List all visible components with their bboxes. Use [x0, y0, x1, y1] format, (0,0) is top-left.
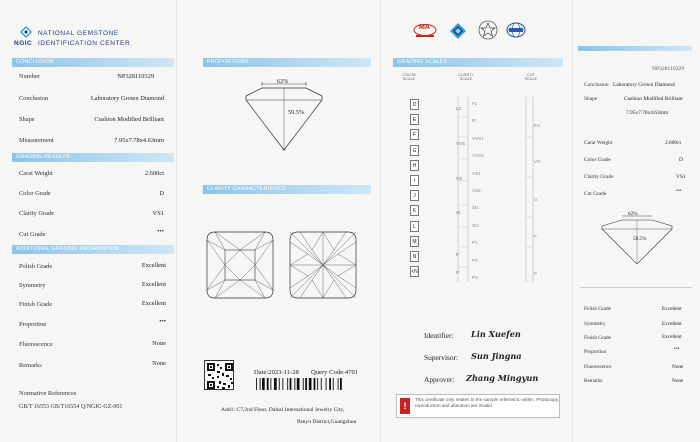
address-line2: Panyu District,Guangzhou — [297, 419, 357, 425]
symmetry-label: Symmetry — [19, 282, 46, 289]
polish-label: Polish Grade — [19, 263, 53, 270]
grading-results-header: GRADING RESULTS — [12, 153, 174, 162]
warning-text: This certificate only relates to the sample referred to within. Photocopy, reproduction and alteration are invalid. — [415, 397, 559, 408]
conclusion-value: Laboratory Grown Diamond — [90, 95, 164, 102]
color-scale-head-text: COLOR SCALE — [402, 73, 416, 81]
color-grade-box: K — [410, 205, 419, 216]
summary-measurement-value: 7.95x7.78x4.63mm — [626, 110, 669, 116]
fold-line — [380, 0, 381, 442]
cut-label: Cut Grade — [19, 231, 46, 238]
accreditation-diamond-icon — [449, 22, 467, 40]
additional-header: ADDITIONAL GRADING INFORMATION — [12, 245, 174, 254]
measurement-value: 7.95x7.78x4.63mm — [114, 137, 164, 144]
clarity-mark: SI1 — [472, 205, 479, 211]
cut-value: ••• — [157, 228, 164, 235]
summary-polish-value: Excellent — [662, 306, 682, 312]
summary-carat-label: Carat Weight — [584, 140, 613, 146]
carat-label: Carat Weight — [19, 170, 53, 177]
cut-mark: G — [534, 197, 538, 202]
proportion-value: ••• — [159, 318, 166, 325]
shape-value: Cushion Modified Brilliant — [94, 116, 164, 123]
color-grade-box: N — [410, 251, 419, 262]
fold-line — [572, 0, 573, 442]
summary-finish-value: Excellent — [662, 334, 682, 340]
remarks-label: Remarks — [19, 362, 42, 369]
crown-view-diagram — [205, 230, 275, 300]
color-label: Color Grade — [19, 190, 51, 197]
summary-remarks-label: Remarks — [584, 378, 603, 384]
barcode-icon — [256, 378, 368, 390]
color-grade-box: L — [410, 221, 419, 232]
color-grade-box: J — [410, 190, 419, 201]
supervisor-label: Supervisor: — [424, 353, 459, 362]
summary-conclusion-label: Conclusion — [584, 82, 609, 88]
brand-logo-text: NGIC — [14, 40, 33, 47]
cut-mark: P — [534, 271, 538, 276]
clarity-group: VS — [456, 176, 463, 181]
summary-color-value: D — [679, 157, 683, 163]
summary-symmetry-label: Symmetry — [584, 321, 606, 327]
clarity-mark: VS1 — [472, 170, 481, 176]
clarity-mark: IF — [472, 118, 477, 124]
clarity-scale-head-text: CLARITY SCALE — [457, 73, 475, 81]
color-grade-box: I — [410, 175, 419, 186]
approver-label: Approver: — [424, 375, 455, 384]
cut-mark: F — [534, 234, 537, 239]
summary-table-pct: 62% — [628, 211, 638, 217]
conclusion-label: Conclusion — [19, 95, 49, 102]
color-grade-box: <N — [410, 266, 419, 277]
clarity-header: CLARITY CHARACTERISTICS — [203, 185, 371, 194]
clarity-value: VS1 — [152, 210, 164, 217]
summary-cut-label: Cut Grade — [584, 191, 607, 197]
summary-clarity-value: VS1 — [676, 174, 686, 180]
fluorescence-value: None — [152, 340, 166, 347]
cma-logo — [413, 24, 437, 38]
summary-number: NP328110329 — [652, 66, 685, 72]
finish-value: Excellent — [141, 300, 166, 307]
measurement-label: Measurement — [19, 137, 54, 144]
report-date: Date:2023-11-28 — [254, 369, 299, 376]
proportion-diagram — [222, 78, 362, 162]
summary-cut-value: ••• — [676, 188, 682, 194]
warning-icon: ! — [400, 398, 410, 414]
clarity-group: VVS — [456, 141, 466, 146]
cut-mark: EX — [534, 123, 541, 128]
finish-label: Finish Grade — [19, 301, 53, 308]
number-label: Number — [19, 73, 40, 80]
qr-code-icon — [205, 361, 235, 391]
color-grade-box: D — [410, 99, 419, 110]
clarity-group: P — [456, 270, 460, 275]
summary-fluorescence-label: Fluorescence — [584, 364, 612, 370]
clarity-group: SI — [456, 210, 461, 215]
proportion-label: Proportion — [19, 321, 47, 328]
clarity-group: LC — [456, 106, 462, 111]
summary-proportion-label: Proportion — [584, 349, 607, 355]
cut-mark: VG — [534, 159, 541, 164]
summary-proportion-value: ••• — [674, 346, 680, 352]
summary-clarity-label: Clarity Grade — [584, 174, 614, 180]
identifier-signature: Lin Xuefen — [471, 329, 521, 339]
clarity-mark: FL — [472, 101, 478, 106]
shape-label: Shape — [19, 116, 35, 123]
color-grade-box: M — [410, 236, 419, 247]
cut-scale-head — [521, 73, 541, 81]
conclusion-header: CONCLUSION — [12, 58, 174, 67]
brand-name-line2: IDENTIFICATION CENTER — [38, 40, 131, 47]
clarity-mark: SI2 — [472, 222, 479, 228]
clarity-mark: P2 — [472, 257, 478, 263]
summary-divider — [580, 287, 692, 288]
identifier-label: Identifier: — [424, 331, 454, 340]
globe-seal-icon — [506, 22, 526, 38]
depth-percentage: 59.5% — [288, 109, 304, 116]
ngic-logo-icon — [20, 26, 32, 38]
scale-lines — [418, 97, 548, 282]
remarks-value: None — [152, 360, 166, 367]
clarity-mark: P1 — [472, 240, 478, 246]
summary-conclusion-value: Laboratory Grown Diamond — [613, 82, 675, 88]
color-grade-box: G — [410, 145, 419, 156]
polish-value: Excellent — [141, 262, 166, 269]
number-value: NP328110329 — [117, 73, 154, 80]
clarity-mark: P3 — [472, 275, 478, 280]
star-seal-icon — [478, 20, 498, 40]
table-percentage: 62% — [277, 78, 289, 85]
cma-logo-text: MA — [419, 24, 430, 31]
summary-symmetry-value: Excellent — [662, 321, 682, 327]
qr-code[interactable] — [204, 360, 234, 390]
summary-fluorescence-value: None — [672, 364, 684, 370]
summary-remarks-value: None — [672, 378, 684, 384]
grading-scales-header: GRADING SCALES — [393, 58, 563, 67]
summary-shape-value: Cushion Modified Brilliant — [624, 96, 683, 102]
approver-signature: Zhang Mingyun — [466, 373, 539, 383]
color-grade-box: F — [410, 129, 419, 140]
brand-name-line1: NATIONAL GEMSTONE — [38, 30, 119, 37]
clarity-mark: VVS2 — [472, 153, 484, 159]
warning-box — [396, 394, 560, 418]
summary-depth-pct: 59.5% — [633, 236, 647, 242]
carat-value: 2.600ct — [145, 170, 164, 177]
summary-color-label: Color Grade — [584, 157, 611, 163]
color-value: D — [159, 190, 164, 197]
color-grade-box: H — [410, 160, 419, 171]
clarity-label: Clarity Grade — [19, 210, 54, 217]
summary-top-bar — [578, 46, 692, 51]
symmetry-value: Excellent — [141, 281, 166, 288]
fluorescence-label: Fluorescence — [19, 341, 53, 348]
summary-shape-label: Shape — [584, 96, 598, 102]
pavilion-view-diagram — [288, 230, 358, 300]
summary-carat-value: 2.600ct — [665, 140, 682, 146]
clarity-scale-head — [454, 73, 478, 81]
clarity-mark: VS2 — [472, 188, 481, 193]
summary-finish-label: Finish Grade — [584, 335, 611, 341]
color-grade-box: E — [410, 114, 419, 125]
color-scale-head — [398, 73, 420, 81]
references-title: Normative References — [19, 390, 77, 397]
proportions-header: PROPORTIONS — [203, 58, 371, 67]
references-value: GB/T 16553 GB/T16554 Q/NGIC-GZ-001 — [19, 404, 123, 410]
clarity-mark: VVS1 — [472, 135, 484, 141]
supervisor-signature: Sun Jingna — [471, 351, 522, 361]
cut-scale-head-text: CUT SCALE — [524, 73, 538, 81]
address-line1: Add1: C7,2nd Floor, Dalusi International Jewelry City, — [221, 407, 345, 413]
query-code: Query Code:4701 — [311, 369, 359, 376]
fold-line — [176, 0, 177, 442]
clarity-group: P — [456, 252, 460, 257]
summary-polish-label: Polish Grade — [584, 306, 611, 312]
